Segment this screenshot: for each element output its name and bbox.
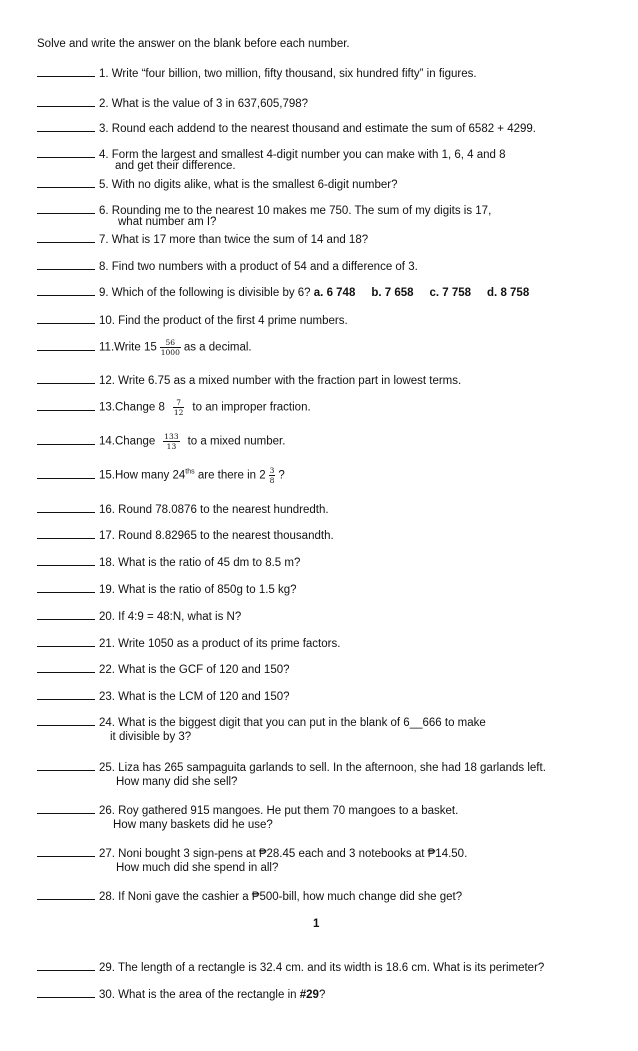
question-1: 1. Write “four billion, two million, fifty thousand, six hundred fifty” in figures. xyxy=(37,66,477,80)
instruction: Solve and write the answer on the blank before each number. xyxy=(37,38,350,50)
question-14: 14.Change $\frac{133}{13}$ to a mixed number. xyxy=(37,432,285,451)
answer-blank[interactable] xyxy=(37,203,95,214)
question-15: 15.How many $24^{ths}$ are there in 2 $\frac{3}{8}$ ? xyxy=(37,466,285,485)
question-29: 29. The length of a rectangle is 32.4 cm. and its width is 18.6 cm. What is its perimeter? xyxy=(37,960,544,974)
answer-blank[interactable] xyxy=(37,96,95,107)
fraction: $\frac{133}{13}$ xyxy=(164,432,179,451)
question-20: 20. If 4:9 = 48:N, what is N? xyxy=(37,609,241,623)
answer-blank[interactable] xyxy=(37,340,95,351)
answer-blank[interactable] xyxy=(37,689,95,700)
question-24: 24. What is the biggest digit that you can put in the blank of 6__666 to make xyxy=(37,715,486,729)
answer-blank[interactable] xyxy=(37,662,95,673)
question-5: 5. With no digits alike, what is the smallest 6-digit number? xyxy=(37,177,398,191)
question-21: 21. Write 1050 as a product of its prime factors. xyxy=(37,636,340,650)
fraction: $\frac{3}{8}$ xyxy=(269,466,275,485)
answer-blank[interactable] xyxy=(37,609,95,620)
answer-blank[interactable] xyxy=(37,147,95,158)
question-8: 8. Find two numbers with a product of 54 and a difference of 3. xyxy=(37,259,418,273)
answer-blank[interactable] xyxy=(37,960,95,971)
fraction: $\frac{56}{1000}$ xyxy=(160,338,180,357)
page-number: 1 xyxy=(313,918,320,930)
question-16: 16. Round 78.0876 to the nearest hundredth. xyxy=(37,502,329,516)
question-3: 3. Round each addend to the nearest thousand and estimate the sum of 6582 + 4299. xyxy=(37,121,536,135)
answer-blank[interactable] xyxy=(37,232,95,243)
question-4: 4. Form the largest and smallest 4-digit number you can make with 1, 6, 4 and 8 xyxy=(37,147,506,161)
question-13: 13.Change 8 $\frac{7}{12}$ to an improper fraction. xyxy=(37,398,311,417)
question-10: 10. Find the product of the first 4 prime numbers. xyxy=(37,313,348,327)
answer-blank[interactable] xyxy=(37,400,95,411)
answer-blank[interactable] xyxy=(37,373,95,384)
answer-blank[interactable] xyxy=(37,803,95,814)
question-11: 11.Write 15 $\frac{56}{1000}$ as a decimal. xyxy=(37,338,252,357)
answer-blank[interactable] xyxy=(37,66,95,77)
answer-blank[interactable] xyxy=(37,468,95,479)
answer-blank[interactable] xyxy=(37,846,95,857)
question-25: 25. Liza has 265 sampaguita garlands to sell. In the afternoon, she had 18 garlands left. xyxy=(37,760,546,774)
question-12: 12. Write 6.75 as a mixed number with the fraction part in lowest terms. xyxy=(37,373,461,387)
question-23: 23. What is the LCM of 120 and 150? xyxy=(37,689,290,703)
question-18: 18. What is the ratio of 45 dm to 8.5 m? xyxy=(37,555,300,569)
answer-blank[interactable] xyxy=(37,889,95,900)
answer-blank[interactable] xyxy=(37,121,95,132)
question-9-options: a. 6 748 b. 7 658 c. 7 758 d. 8 758 xyxy=(313,287,530,299)
answer-blank[interactable] xyxy=(37,987,95,998)
question-19: 19. What is the ratio of 850g to 1.5 kg? xyxy=(37,582,297,596)
answer-blank[interactable] xyxy=(37,715,95,726)
question-25-continuation: How many did she sell? xyxy=(116,776,238,788)
answer-blank[interactable] xyxy=(37,177,95,188)
question-7: 7. What is 17 more than twice the sum of 14 and 18? xyxy=(37,232,368,246)
question-26: 26. Roy gathered 915 mangoes. He put them 70 mangoes to a basket. xyxy=(37,803,458,817)
question-27-continuation: How much did she spend in all? xyxy=(116,862,279,874)
answer-blank[interactable] xyxy=(37,582,95,593)
fraction: $\frac{7}{12}$ xyxy=(173,398,184,417)
answer-blank[interactable] xyxy=(37,555,95,566)
answer-blank[interactable] xyxy=(37,502,95,513)
question-6: 6. Rounding me to the nearest 10 makes me 750. The sum of my digits is 17, xyxy=(37,203,491,217)
question-26-continuation: How many baskets did he use? xyxy=(113,819,273,831)
question-30: 30. What is the area of the rectangle in #29? xyxy=(37,987,325,1001)
answer-blank[interactable] xyxy=(37,636,95,647)
answer-blank[interactable] xyxy=(37,528,95,539)
answer-blank[interactable] xyxy=(37,760,95,771)
question-27: 27. Noni bought 3 sign-pens at ₱28.45 each and 3 notebooks at ₱14.50. xyxy=(37,846,467,860)
answer-blank[interactable] xyxy=(37,434,95,445)
answer-blank[interactable] xyxy=(37,313,95,324)
answer-blank[interactable] xyxy=(37,285,95,296)
question-22: 22. What is the GCF of 120 and 150? xyxy=(37,662,290,676)
question-6-continuation: what number am I? xyxy=(118,216,217,228)
question-9: 9. Which of the following is divisible by 6? a. 6 748 b. 7 658 c. 7 758 d. 8 758 xyxy=(37,285,529,299)
question-2: 2. What is the value of 3 in 637,605,798? xyxy=(37,96,308,110)
answer-blank[interactable] xyxy=(37,259,95,270)
question-28: 28. If Noni gave the cashier a ₱500-bill, how much change did she get? xyxy=(37,889,462,903)
question-4-continuation: and get their difference. xyxy=(115,160,236,172)
question-24-continuation: it divisible by 3? xyxy=(110,731,192,743)
question-17: 17. Round 8.82965 to the nearest thousandth. xyxy=(37,528,334,542)
